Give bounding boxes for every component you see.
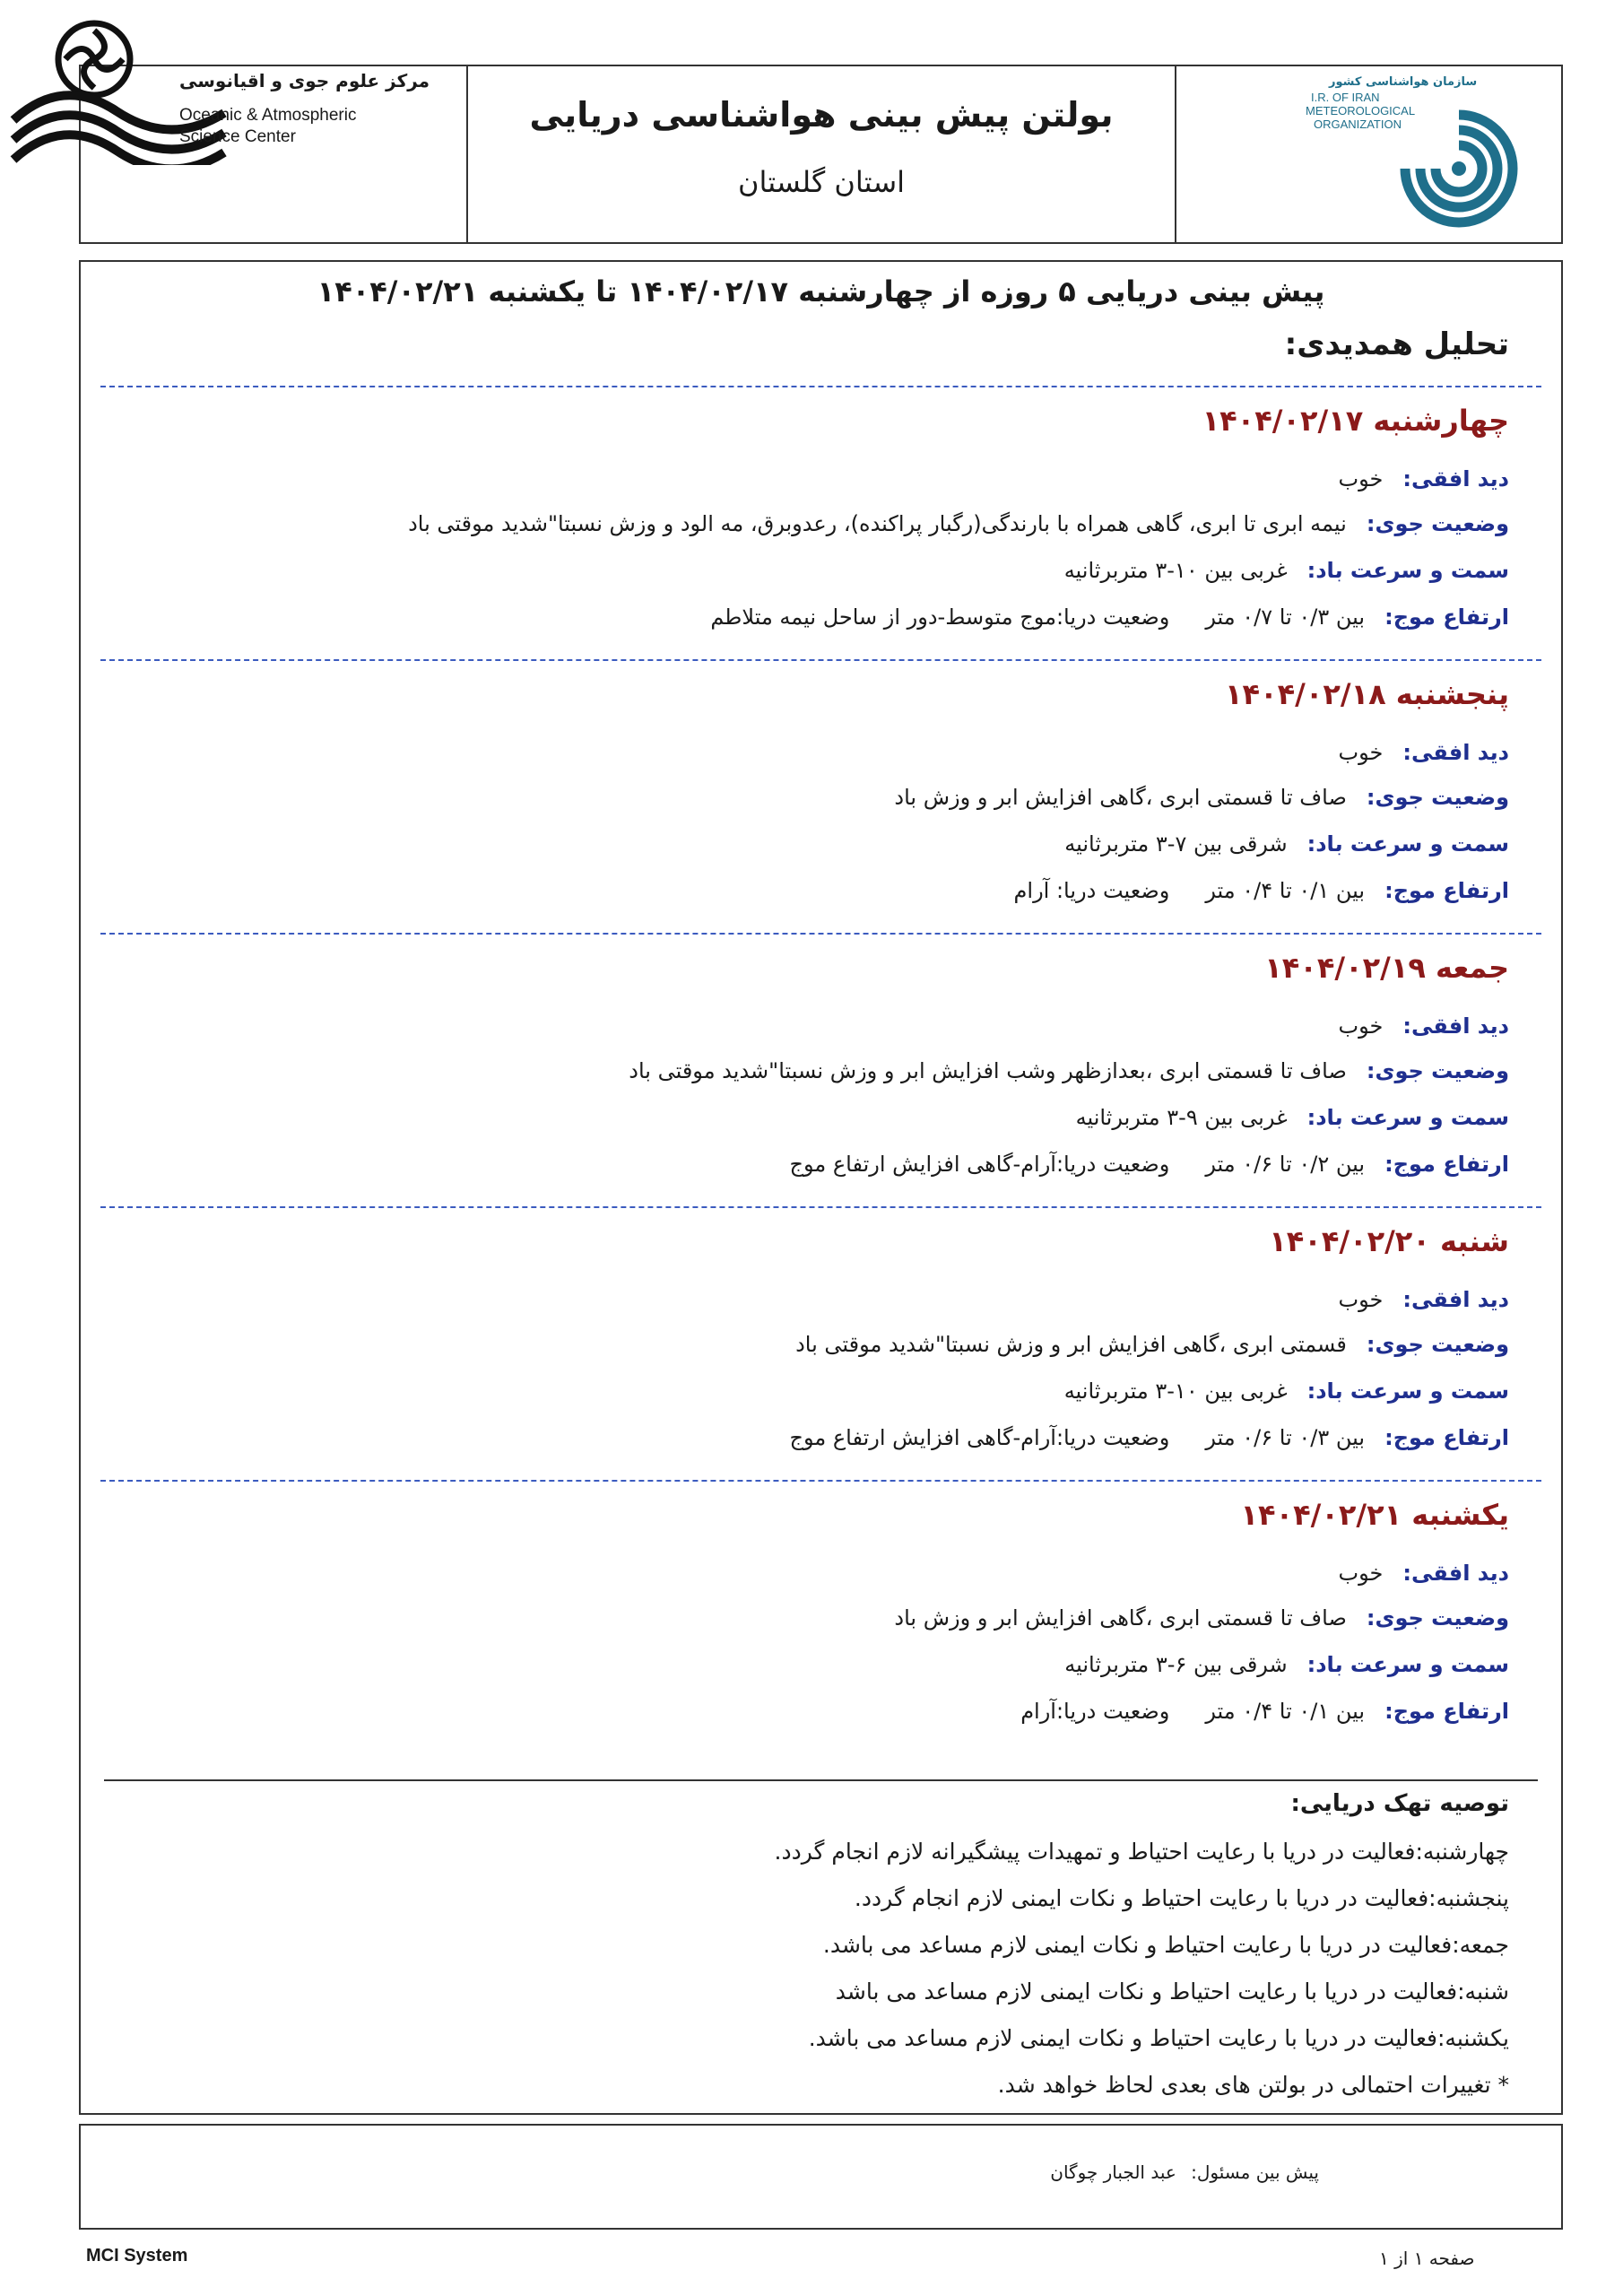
- advice-line: * تغییرات احتمالی در بولتن های بعدی لحاظ خواهد شد.: [997, 2072, 1509, 2098]
- weather-label: وضعیت جوی:: [1366, 1058, 1509, 1083]
- weather-label: وضعیت جوی:: [1366, 785, 1509, 810]
- wave-value: بین ۰/۱ تا ۰/۴ متر: [1205, 878, 1366, 903]
- sea-state-value: وضعیت دریا:آرام-گاهی افزایش ارتفاع موج: [789, 1152, 1170, 1177]
- wave-row: [1014, 878, 1509, 903]
- wave-row: [1020, 1699, 1509, 1724]
- weather-row: [629, 1058, 1509, 1083]
- visibility-label: دید افقی:: [1402, 466, 1509, 491]
- osc-name-en-line2: Science Center: [179, 127, 296, 146]
- wind-label: سمت و سرعت باد:: [1306, 1105, 1509, 1130]
- osc-name-fa: مرکز علوم جوی و اقیانوسی: [179, 70, 430, 91]
- advice-line: جمعه:فعالیت در دریا با رعایت احتیاط و نکات ایمنی لازم مساعد می باشد.: [822, 1932, 1509, 1958]
- weather-row: [894, 785, 1509, 810]
- visibility-value: خوب: [1338, 740, 1384, 765]
- visibility-value: خوب: [1338, 1287, 1384, 1312]
- wind-value: شرقی بین ۶-۳ متربرثانیه: [1064, 1652, 1288, 1677]
- wind-row: [1064, 1652, 1509, 1677]
- section-divider: [100, 933, 1541, 935]
- sea-state-value: وضعیت دریا:آرام-گاهی افزایش ارتفاع موج: [789, 1425, 1170, 1450]
- sea-state-value: وضعیت دریا:آرام: [1020, 1699, 1170, 1724]
- visibility-row: [1339, 740, 1509, 765]
- visibility-row: [1339, 1561, 1509, 1586]
- wave-row: [789, 1152, 1509, 1177]
- forecaster-line: [1050, 2161, 1319, 2183]
- section-divider: [100, 1480, 1541, 1482]
- wind-row: [1064, 1378, 1509, 1404]
- wind-value: غربی بین ۱۰-۳ متربرثانیه: [1063, 1378, 1288, 1404]
- section-divider: [100, 1206, 1541, 1208]
- wind-label: سمت و سرعت باد:: [1306, 1652, 1509, 1677]
- weather-value: قسمتی ابری ،گاهی افزایش ابر و وزش نسبتا"شدید موقتی باد: [795, 1332, 1347, 1357]
- header-title-cell: [468, 66, 1176, 242]
- weather-value: صاف تا قسمتی ابری ،بعدازظهر وشب افزایش ابر و وزش نسبتا"شدید موقتی باد: [629, 1058, 1347, 1083]
- irimo-name-en-line2: METEOROLOGICAL: [1306, 104, 1416, 117]
- wave-label: ارتفاع موج:: [1384, 1152, 1509, 1177]
- visibility-value: خوب: [1338, 466, 1384, 491]
- weather-label: وضعیت جوی:: [1366, 1332, 1509, 1357]
- day-title: یکشنبه ۱۴۰۴/۰۲/۲۱: [1240, 1498, 1509, 1532]
- visibility-value: خوب: [1338, 1561, 1384, 1586]
- advice-heading: توصیه تهک دریایی:: [1290, 1790, 1509, 1817]
- sea-state-value: وضعیت دریا: آرام: [1013, 878, 1170, 903]
- wave-label: ارتفاع موج:: [1384, 1425, 1509, 1450]
- day-title: چهارشنبه ۱۴۰۴/۰۲/۱۷: [1202, 404, 1509, 438]
- irimo-logo-icon: [1392, 106, 1526, 231]
- province-name: استان گلستان: [737, 165, 906, 199]
- page-number: صفحه ۱ از ۱: [1379, 2248, 1475, 2269]
- section-divider: [100, 386, 1541, 387]
- advice-separator: [104, 1779, 1538, 1781]
- visibility-row: [1339, 1013, 1509, 1039]
- section-divider: [100, 659, 1541, 661]
- irimo-name-fa: سازمان هواشناسی کشور: [1329, 75, 1478, 89]
- wind-label: سمت و سرعت باد:: [1306, 558, 1509, 583]
- visibility-label: دید افقی:: [1402, 740, 1509, 765]
- weather-value: صاف تا قسمتی ابری ،گاهی افزایش ابر و وزش باد: [894, 785, 1347, 810]
- weather-value: صاف تا قسمتی ابری ،گاهی افزایش ابر و وزش باد: [894, 1605, 1347, 1631]
- wave-label: ارتفاع موج:: [1384, 604, 1509, 630]
- wave-value: بین ۰/۱ تا ۰/۴ متر: [1205, 1699, 1366, 1724]
- weather-label: وضعیت جوی:: [1366, 511, 1509, 536]
- weather-row: [408, 511, 1509, 536]
- forecaster-label: پیش بین مسئول:: [1191, 2161, 1319, 2183]
- weather-row: [894, 1605, 1509, 1631]
- day-title: پنجشنبه ۱۴۰۴/۰۲/۱۸: [1225, 677, 1509, 711]
- wind-value: غربی بین ۹-۳ متربرثانیه: [1075, 1105, 1288, 1130]
- forecast-box: [79, 260, 1563, 2115]
- osc-name-en-line1: Oceanic & Atmospheric: [179, 106, 357, 125]
- day-title: شنبه ۱۴۰۴/۰۲/۲۰: [1269, 1224, 1509, 1258]
- wave-value: بین ۰/۳ تا ۰/۷ متر: [1205, 604, 1366, 630]
- wind-row: [1064, 558, 1509, 583]
- wave-row: [789, 1425, 1509, 1450]
- weather-label: وضعیت جوی:: [1366, 1605, 1509, 1631]
- wind-row: [1064, 831, 1509, 857]
- visibility-label: دید افقی:: [1402, 1013, 1509, 1039]
- visibility-row: [1339, 1287, 1509, 1312]
- wave-row: [710, 604, 1509, 630]
- wind-value: غربی بین ۱۰-۳ متربرثانیه: [1063, 558, 1288, 583]
- footer-box: [79, 2124, 1563, 2230]
- wave-label: ارتفاع موج:: [1384, 878, 1509, 903]
- sea-state-value: وضعیت دریا:موج متوسط-دور از ساحل نیمه متلاطم: [710, 604, 1170, 630]
- advice-line: شنبه:فعالیت در دریا با رعایت احتیاط و نکات ایمنی لازم مساعد می باشد: [835, 1979, 1509, 2005]
- system-name: MCI System: [86, 2246, 188, 2266]
- visibility-row: [1339, 466, 1509, 491]
- weather-value: نیمه ابری تا ابری، گاهی همراه با بارندگی(رگبار پراکنده)، رعدوبرق، مه الود و وزش نسبتا"شدید موقتی باد: [408, 511, 1347, 536]
- day-title: جمعه ۱۴۰۴/۰۲/۱۹: [1264, 951, 1509, 985]
- advice-line: یکشنبه:فعالیت در دریا با رعایت احتیاط و نکات ایمنی لازم مساعد می باشد.: [808, 2025, 1509, 2051]
- forecast-title: پیش بینی دریایی ۵ روزه از چهارشنبه ۱۴۰۴/۰۲/۱۷ تا یکشنبه ۱۴۰۴/۰۲/۲۱: [317, 274, 1325, 309]
- visibility-value: خوب: [1338, 1013, 1384, 1039]
- wind-row: [1076, 1105, 1509, 1130]
- wind-label: سمت و سرعت باد:: [1306, 1378, 1509, 1404]
- bulletin-title: بولتن پیش بینی هواشناسی دریایی: [529, 95, 1114, 135]
- synoptic-analysis-heading: تحلیل همدیدی:: [1284, 326, 1509, 362]
- wave-label: ارتفاع موج:: [1384, 1699, 1509, 1724]
- wave-value: بین ۰/۳ تا ۰/۶ متر: [1205, 1425, 1366, 1450]
- advice-line: چهارشنبه:فعالیت در دریا با رعایت احتیاط و تمهیدات پیشگیرانه لازم انجام گردد.: [774, 1839, 1509, 1865]
- forecaster-name: عبد الجبار چوگان: [1050, 2161, 1176, 2183]
- wind-value: شرقی بین ۷-۳ متربرثانیه: [1064, 831, 1288, 857]
- irimo-name-en-line3: ORGANIZATION: [1314, 117, 1402, 131]
- wind-label: سمت و سرعت باد:: [1306, 831, 1509, 857]
- wave-value: بین ۰/۲ تا ۰/۶ متر: [1205, 1152, 1366, 1177]
- advice-line: پنجشنبه:فعالیت در دریا با رعایت احتیاط و نکات ایمنی لازم انجام گردد.: [854, 1885, 1509, 1911]
- irimo-name-en-line1: I.R. OF IRAN: [1311, 91, 1380, 104]
- weather-row: [795, 1332, 1509, 1357]
- visibility-label: دید افقی:: [1402, 1561, 1509, 1586]
- visibility-label: دید افقی:: [1402, 1287, 1509, 1312]
